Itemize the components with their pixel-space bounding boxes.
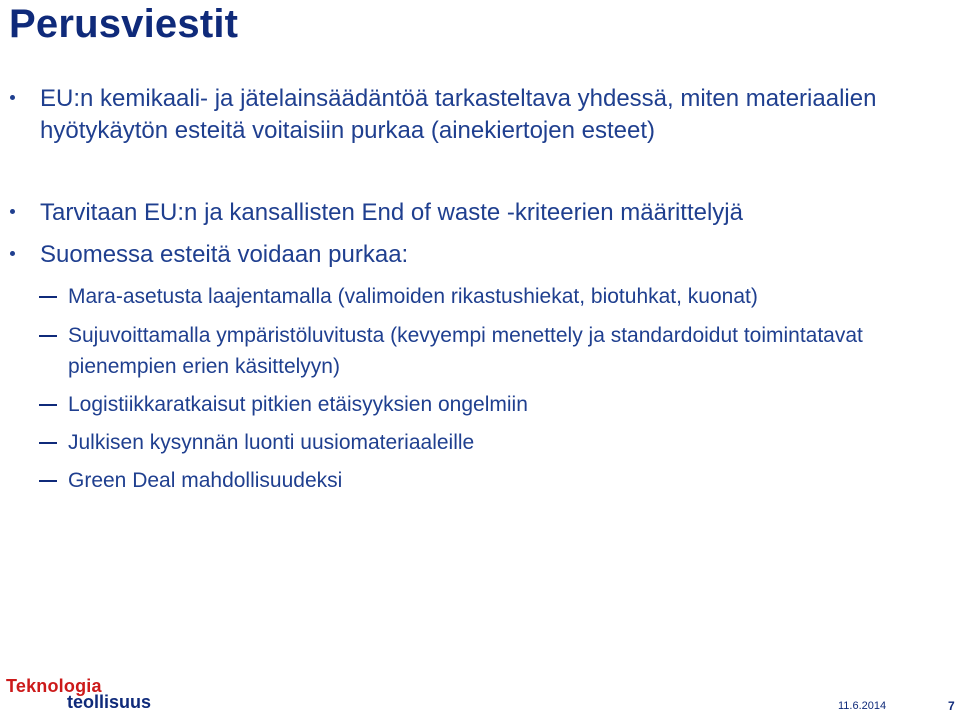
sub-bullet-item: Logistiikkaratkaisut pitkien etäisyyksien ongelmiin xyxy=(68,393,528,416)
bullet-dot xyxy=(10,95,15,100)
logo-text-teollisuus: teollisuus xyxy=(67,692,152,712)
sub-bullet-dash xyxy=(39,404,57,406)
sub-bullet-dash xyxy=(39,442,57,444)
bullet-item: Tarvitaan EU:n ja kansallisten End of waste -kriteerien määrittelyjä xyxy=(40,199,743,226)
sub-bullet-item: Julkisen kysynnän luonti uusiomateriaaleille xyxy=(68,431,475,454)
slide-title: Perusviestit xyxy=(9,2,239,46)
footer-date: 11.6.2014 xyxy=(838,700,887,712)
bullet-item: Suomessa esteitä voidaan purkaa: xyxy=(40,241,409,268)
page-number: 7 xyxy=(948,699,955,713)
sub-bullet-dash xyxy=(39,296,57,298)
sub-bullet-item: Sujuvoittamalla ympäristöluvitusta (kevyempi menettely ja standardoidut toimintatavat pienempien erien käsittelyyn) xyxy=(68,324,863,378)
bullet-dot xyxy=(10,251,15,256)
logo-text-teknologia: Teknologia xyxy=(6,676,102,696)
bullet-dot xyxy=(10,209,15,214)
bullet-item: EU:n kemikaali- ja jätelainsäädäntöä tarkasteltava yhdessä, miten materiaalien hyötykäytön esteitä voitaisiin purkaa (ainekiertojen esteet) xyxy=(40,85,877,144)
sub-bullet-dash xyxy=(39,335,57,337)
sub-bullet-dash xyxy=(39,480,57,482)
sub-bullet-item: Green Deal mahdollisuudeksi xyxy=(68,469,343,492)
sub-bullet-item: Mara-asetusta laajentamalla (valimoiden rikastushiekat, biotuhkat, kuonat) xyxy=(68,285,758,308)
